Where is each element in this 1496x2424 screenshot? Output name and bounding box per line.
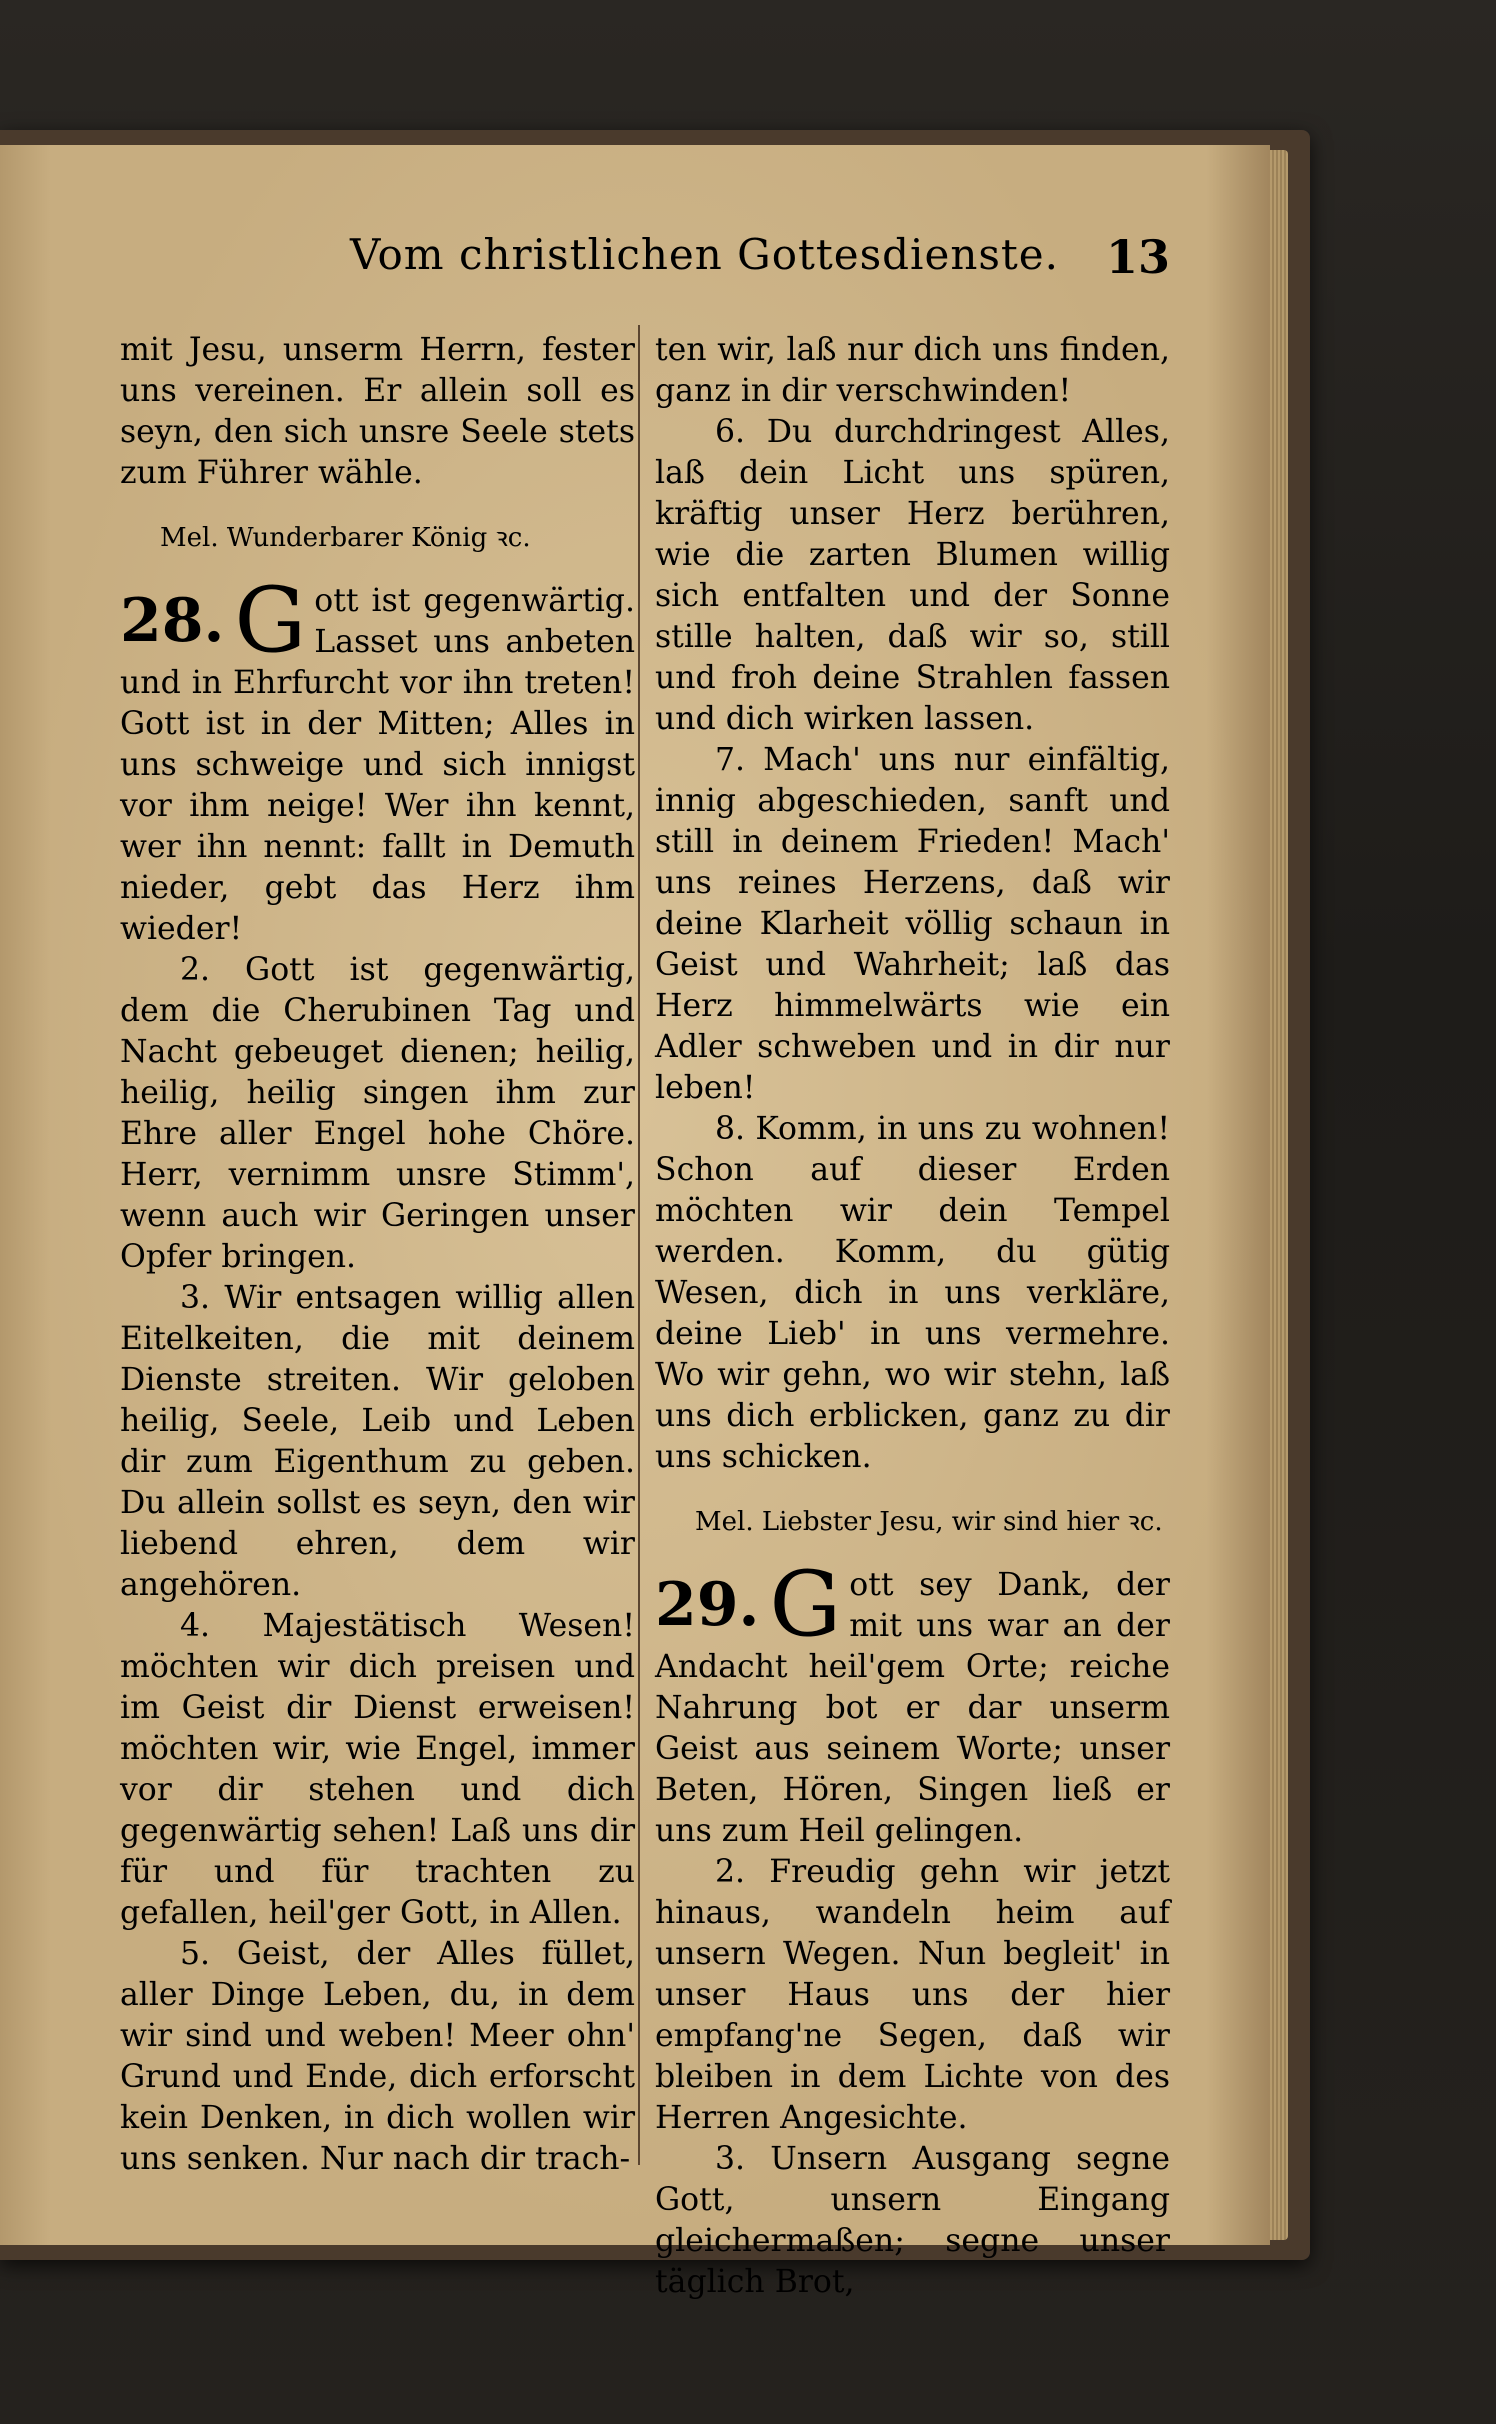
hymn-28-stanza-6: 6. Du durchdringest Alles, laß dein Licht uns spüren, kräftig unser Herz berühren, wie die zarten Blumen willig sich entfalten und der Sonne stille halten, daß wir so, still und froh deine Strahlen fassen und dich wirken lassen. bbox=[655, 414, 1170, 737]
hymn-29-start bbox=[655, 1552, 1170, 1852]
hymn-28-stanza-7: 7. Mach' uns nur einfältig, innig abgeschieden, sanft und still in deinem Frieden! Mach' uns reines Herzens, daß wir deine Klarheit völlig schaun in Geist und Wahrheit; laß das Herz himmelwärts wie ein Adler schweben und in dir nur leben! bbox=[655, 742, 1170, 1106]
hymn-28-initial: G bbox=[234, 568, 307, 673]
hymn-28-stanza-8: 8. Komm, in uns zu wohnen! Schon auf dieser Erden möchten wir dein Tempel werden. Komm, du gütig Wesen, dich in uns verkläre, deine Lieb' in uns vermehre. Wo wir gehn, wo wir stehn, laß uns dich erblicken, ganz zu dir uns schicken. bbox=[655, 1111, 1170, 1475]
left-column bbox=[120, 330, 635, 2180]
right-column bbox=[655, 330, 1170, 2303]
hymn-28-stanza-3: 3. Wir entsagen willig allen Eitelkeiten, die mit deinem Dienste streiten. Wir geloben heilig, Seele, Leib und Leben dir zum Eigenthum zu geben. Du allein sollst es seyn, den wir liebend ehren, dem wir angehören. bbox=[120, 1280, 635, 1603]
melody-line-29: Mel. Liebster Jesu, wir sind hier ꝛc. bbox=[695, 1507, 1163, 1537]
column-divider bbox=[638, 325, 640, 2165]
page-header-title: Vom christlichen Gottesdienste. bbox=[350, 230, 1060, 279]
left-continuation: mit Jesu, unserm Herrn, fester uns vereinen. Er allein soll es seyn, den sich unsre Seele stets zum Führer wähle. bbox=[120, 332, 635, 491]
hymn-29-stanza-1: ott sey Dank, der mit uns war an der Andacht heil'gem Orte; reiche Nahrung bot er dar unserm Geist aus seinem Worte; unser Beten, Hören, Singen ließ er uns zum Heil gelingen. bbox=[655, 1567, 1170, 1849]
hymn-28-start bbox=[120, 568, 635, 950]
hymn-28-stanza-1: ott ist gegenwärtig. Lasset uns anbeten und in Ehrfurcht vor ihn treten! Gott ist in der Mitten; Alles in uns schweige und sich innigst vor ihm neige! Wer ihn kennt, wer ihn nennt: fallt in Demuth nieder, gebt das Herz ihm wieder! bbox=[120, 583, 635, 947]
hymn-29-stanza-3: 3. Unsern Ausgang segne Gott, unsern Eingang gleichermaßen; segne unser täglich Brot, bbox=[655, 2141, 1170, 2300]
right-continuation: ten wir, laß nur dich uns finden, ganz in dir verschwinden! bbox=[655, 332, 1170, 409]
page-edge bbox=[1270, 150, 1288, 2240]
hymn-28-stanza-5: 5. Geist, der Alles füllet, aller Dinge Leben, du, in dem wir sind und weben! Meer ohn' Grund und Ende, dich erforscht kein Denken, in dich wollen wir uns senken. Nur nach dir trach- bbox=[120, 1936, 635, 2177]
hymn-number-29: 29. bbox=[655, 1570, 760, 1640]
hymn-28-stanza-4: 4. Majestätisch Wesen! möchten wir dich preisen und im Geist dir Dienst erweisen! möchten wir, wie Engel, immer vor dir stehen und dich gegenwärtig sehen! Laß uns dir für und für trachten zu gefallen, heil'ger Gott, in Allen. bbox=[120, 1608, 635, 1931]
hymn-29-initial: G bbox=[769, 1552, 842, 1657]
hymn-28-stanza-2: 2. Gott ist gegenwärtig, dem die Cherubinen Tag und Nacht gebeuget dienen; heilig, heilig, heilig singen ihm zur Ehre aller Engel hohe Chöre. Herr, vernimm unsre Stimm', wenn auch wir Geringen unser Opfer bringen. bbox=[120, 952, 635, 1275]
hymn-number-28: 28. bbox=[120, 586, 225, 656]
melody-line-28: Mel. Wunderbarer König ꝛc. bbox=[160, 523, 531, 553]
hymn-29-stanza-2: 2. Freudig gehn wir jetzt hinaus, wandeln heim auf unsern Wegen. Nun begleit' in unser Haus uns der hier empfang'ne Segen, daß wir bleiben in dem Lichte von des Herren Angesichte. bbox=[655, 1854, 1170, 2136]
running-head bbox=[120, 230, 1170, 300]
page-number: 13 bbox=[1105, 230, 1170, 284]
